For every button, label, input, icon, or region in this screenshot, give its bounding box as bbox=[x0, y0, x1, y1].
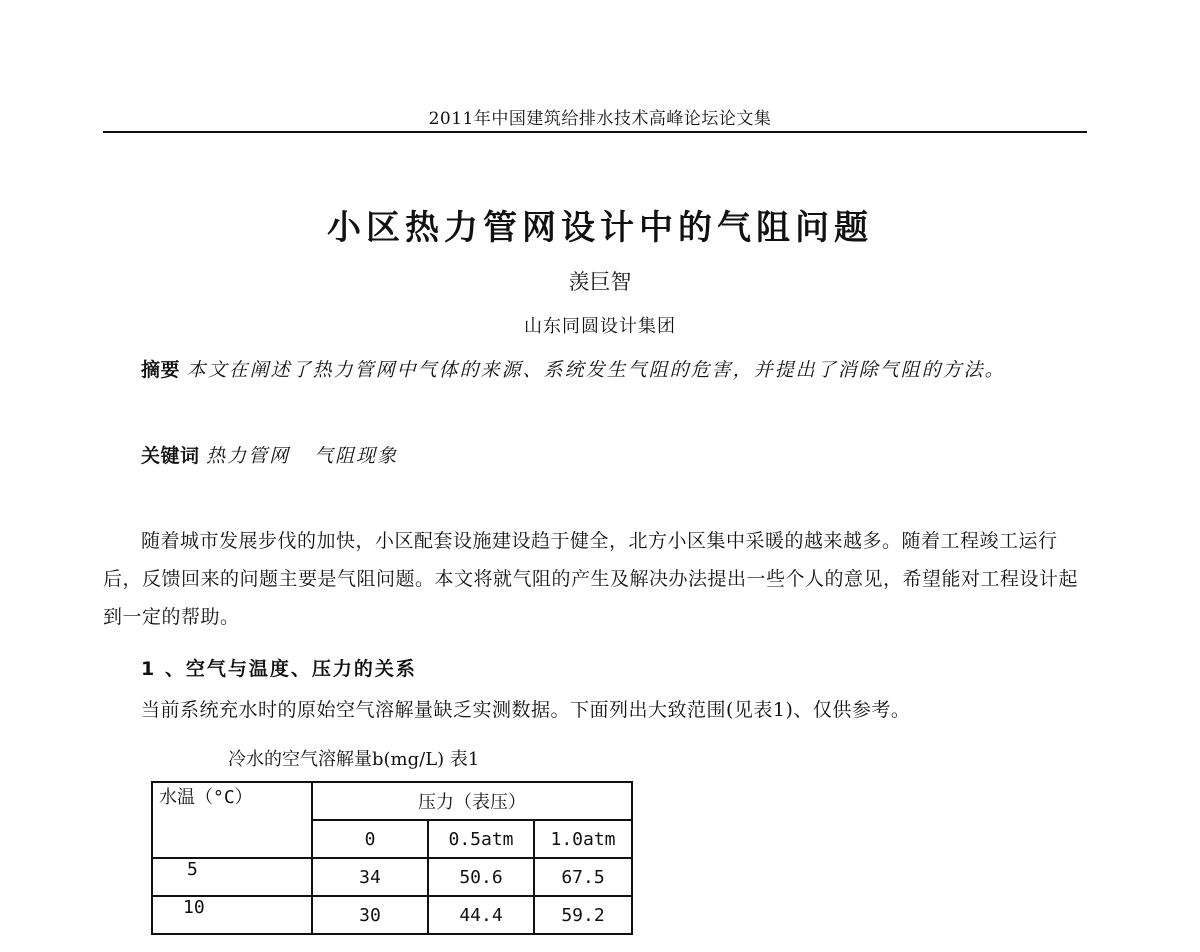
table-header-row bbox=[152, 782, 632, 820]
value-cell: 30 bbox=[312, 896, 428, 934]
temp-cell: 5 bbox=[152, 858, 312, 896]
header-water-temp: 水温（°C） bbox=[152, 782, 312, 858]
value-cell: 34 bbox=[312, 858, 428, 896]
value-cell: 44.4 bbox=[428, 896, 534, 934]
running-header: 2011年中国建筑给排水技术高峰论坛论文集 bbox=[428, 109, 772, 129]
paper-title: 小区热力管网设计中的气阻问题 bbox=[327, 208, 873, 248]
table-1 bbox=[151, 781, 633, 935]
section-1-heading: 1 、空气与温度、压力的关系 bbox=[141, 658, 417, 680]
abstract bbox=[103, 351, 1087, 389]
value-cell: 50.6 bbox=[428, 858, 534, 896]
table-row bbox=[152, 896, 632, 934]
table-1-caption: 冷水的空气溶解量b(mg/L) 表1 bbox=[228, 749, 480, 770]
header-rule bbox=[103, 131, 1087, 133]
paper-author: 羡巨智 bbox=[568, 270, 632, 294]
paper-affiliation: 山东同圆设计集团 bbox=[524, 316, 676, 337]
abstract-text: 本文在阐述了热力管网中气体的来源、系统发生气阻的危害，并提出了消除气阻的方法。 bbox=[186, 359, 1006, 381]
keywords bbox=[103, 437, 1087, 475]
value-cell: 67.5 bbox=[534, 858, 632, 896]
temp-cell: 10 bbox=[152, 896, 312, 934]
keywords-label: 关键词 bbox=[141, 445, 200, 467]
subheader-cell: 0.5atm bbox=[428, 820, 534, 858]
intro-paragraph: 随着城市发展步伐的加快，小区配套设施建设趋于健全，北方小区集中采暖的越来越多。随着工程竣工运行后，反馈回来的问题主要是气阻问题。本文将就气阻的产生及解决办法提出一些个人的意见，希望能对工程设计起到一定的帮助。 bbox=[103, 530, 1079, 628]
subheader-cell: 0 bbox=[312, 820, 428, 858]
abstract-label: 摘要 bbox=[141, 359, 181, 381]
keyword-item: 气阻现象 bbox=[314, 445, 399, 467]
subheader-cell: 1.0atm bbox=[534, 820, 632, 858]
section-1-text: 当前系统充水时的原始空气溶解量缺乏实测数据。下面列出大致范围(见表1)、仅供参考。 bbox=[141, 699, 911, 721]
table-row bbox=[152, 858, 632, 896]
value-cell: 59.2 bbox=[534, 896, 632, 934]
keyword-item: 热力管网 bbox=[206, 445, 291, 467]
header-pressure: 压力（表压） bbox=[312, 782, 632, 820]
